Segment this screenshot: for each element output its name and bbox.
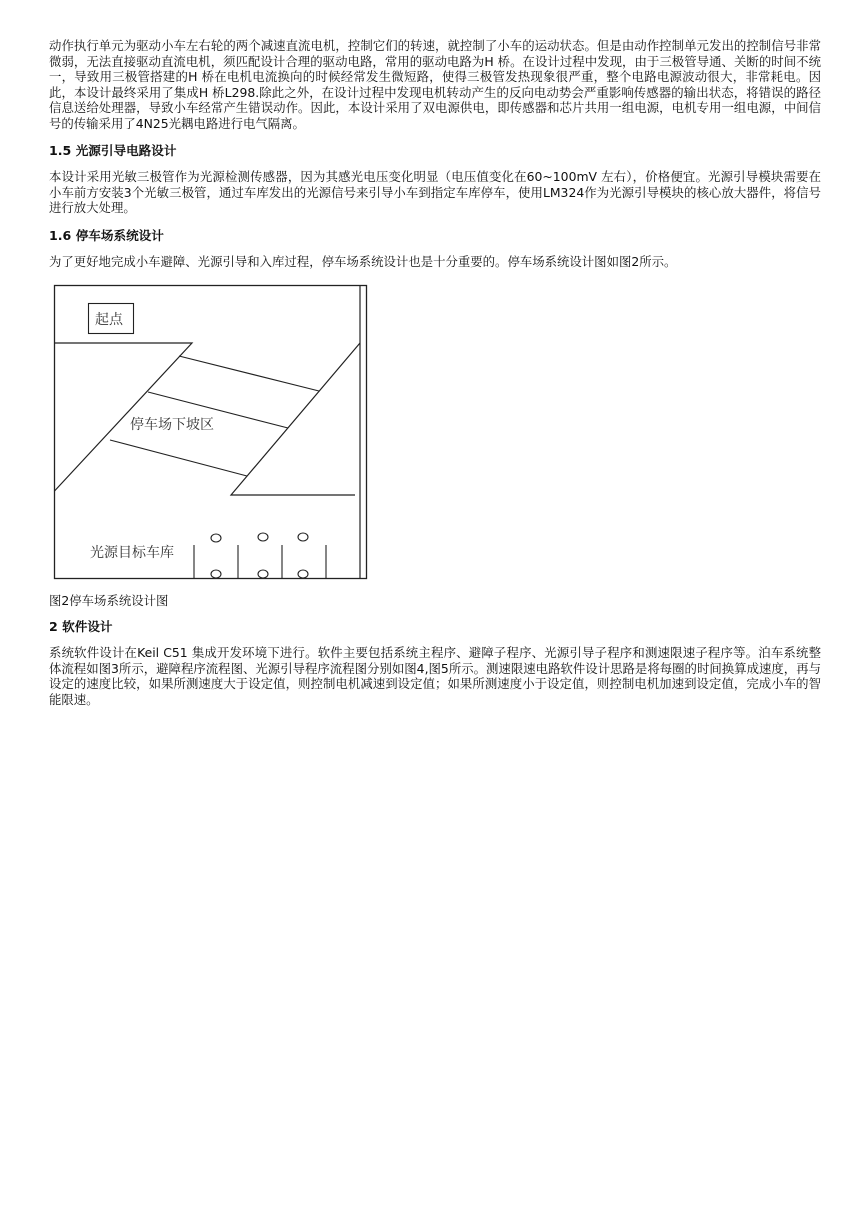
light-source-bottom-2	[258, 570, 268, 578]
start-label: 起点	[95, 312, 123, 328]
ramp-label: 停车场下坡区	[130, 417, 214, 433]
document-page	[49, 38, 821, 707]
heading-software-design: 2 软件设计	[49, 619, 113, 634]
ramp-stripe-3	[110, 440, 247, 476]
paragraph-motor-driver: 动作执行单元为驱动小车左右轮的两个减速直流电机，控制它们的转速，就控制了小车的运动状态。但是由动作控制单元发出的控制信号非常微弱，无法直接驱动直流电机，须匹配设计合理的驱动电路，常用的驱动电路为H 桥。在设计过程中发现，由于三极管导通、关断的时间不统一，导致用三极管搭建的H 桥在电机电流换向的时候经常发生微短路，使得三极管发热现象很严重，整个电路电源波动很大，非常耗电。因此，本设计最终采用了集成H 桥L298.除此之外，在设计过程中发现电机转动产生的反向电动势会严重影响传感器的输出状态，将错误的路径信息送给处理器，导致小车经常产生错误动作。因此，本设计采用了双电源供电，即传感器和芯片共用一组电源，电机专用一组电源，中间信号的传输采用了4N25光耦电路进行电气隔离。	[49, 38, 821, 131]
light-source-top-3	[298, 533, 308, 541]
light-source-top-1	[211, 534, 221, 542]
parking-system-figure	[49, 283, 379, 583]
light-source-bottom-1	[211, 570, 221, 578]
light-source-top-2	[258, 533, 268, 541]
ramp-stripe-1	[179, 356, 319, 391]
paragraph-light-guide: 本设计采用光敏三极管作为光源检测传感器，因为其感光电压变化明显（电压值变化在60~100mV 左右），价格便宜。光源引导模块需要在小车前方安装3个光敏三极管，通过车库发出的光源信号来引导小车到指定车库停车，使用LM324作为光源引导模块的核心放大器件，将信号进行放大处理。	[49, 169, 821, 215]
paragraph-parking-intro: 为了更好地完成小车避障、光源引导和入库过程，停车场系统设计也是十分重要的。停车场系统设计图如图2所示。	[49, 253, 677, 269]
garage-label: 光源目标车库	[90, 545, 174, 561]
heading-parking-system: 1.6 停车场系统设计	[49, 227, 164, 243]
light-source-bottom-3	[298, 570, 308, 578]
heading-light-guide-circuit: 1.5 光源引导电路设计	[49, 143, 177, 158]
paragraph-software: 系统软件设计在Keil C51 集成开发环境下进行。软件主要包括系统主程序、避障子程序、光源引导子程序和测速限速子程序等。泊车系统整体流程如图3所示，避障程序流程图、光源引导程序流程图分别如图4,图5所示。测速限速电路软件设计思路是将每圈的时间换算成速度，再与设定的速度比较，如果所测速度大于设定值，则控制电机减速到设定值；如果所测速度小于设定值，则控制电机加速到设定值，完成小车的智能限速。	[49, 645, 821, 707]
ramp-right-edge	[231, 343, 360, 495]
parking-diagram	[49, 283, 379, 583]
figure-caption: 图2停车场系统设计图	[49, 593, 169, 608]
